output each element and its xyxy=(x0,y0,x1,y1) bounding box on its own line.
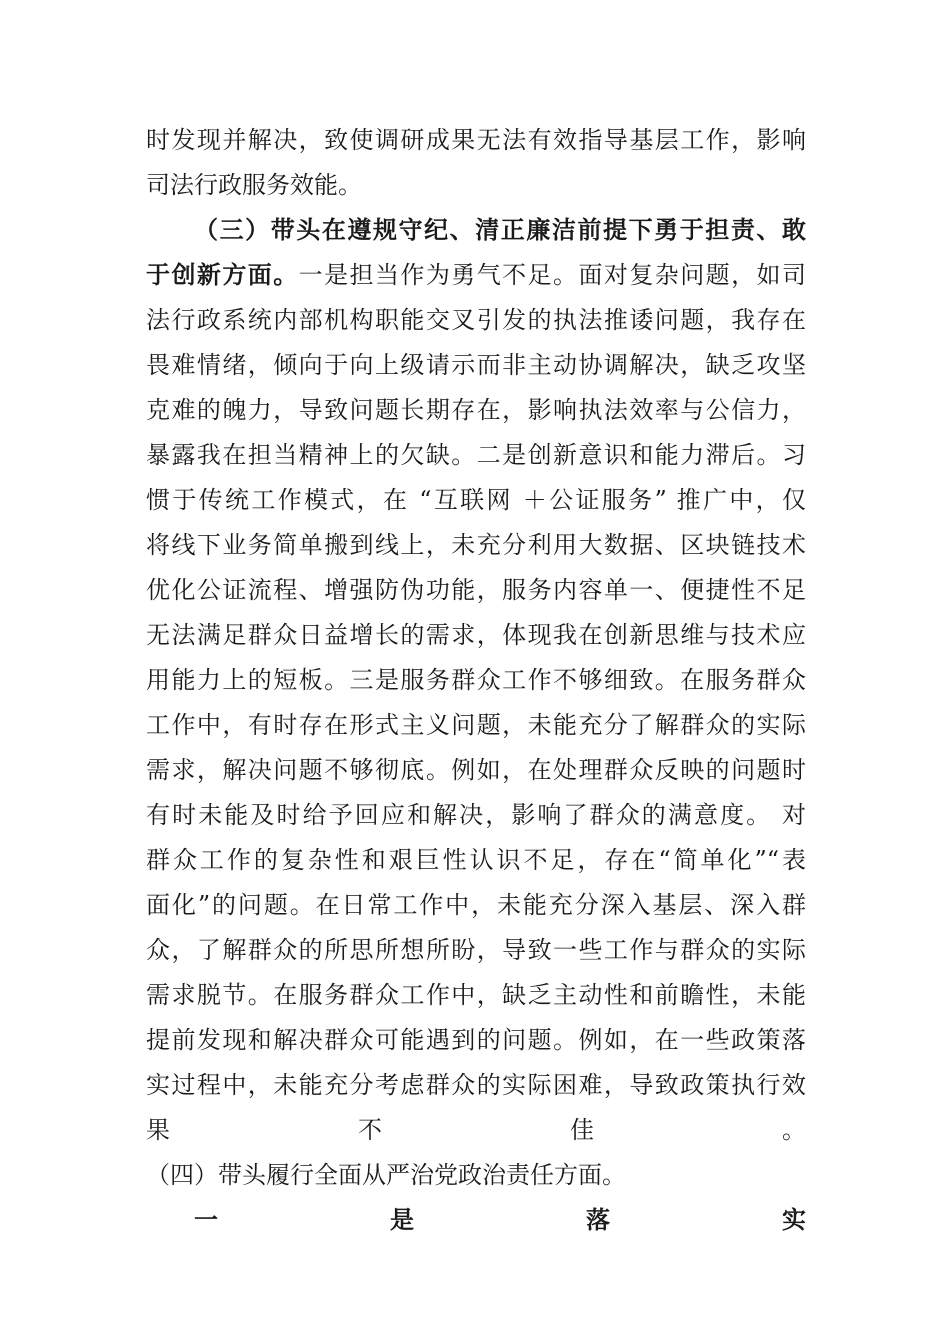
text-line: 众，了解群众的所思所想所盼，导致一些工作与群众的实际 xyxy=(146,936,806,964)
text-line: 工作中，有时存在形式主义问题，未能充分了解群众的实际 xyxy=(146,711,806,739)
text-line: 果不佳。 xyxy=(146,1116,806,1144)
text-line xyxy=(146,253,806,297)
text-line: 惯于传统工作模式，在 “互联网 ＋公证服务” 推广中，仅 xyxy=(146,486,806,514)
text-line: 暴露我在担当精神上的欠缺。二是创新意识和能力滞后。习 xyxy=(146,441,806,469)
text-line: 法行政系统内部机构职能交叉引发的执法推诿问题，我存在 xyxy=(146,306,806,334)
text-line: 有时未能及时给予回应和解决，影响了群众的满意度。 对 xyxy=(146,801,806,829)
section-heading: 于创新方面。 xyxy=(146,260,299,289)
text-line: 将线下业务简单搬到线上，未充分利用大数据、区块链技术 xyxy=(146,531,806,559)
text-line: 司法行政服务效能。 xyxy=(146,171,362,199)
text-line: 群众工作的复杂性和艰巨性认识不足，存在“简单化”“表 xyxy=(146,846,806,874)
section-heading: 一是落实 xyxy=(194,1205,806,1234)
text-line: 克难的魄力，导致问题长期存在，影响执法效率与公信力， xyxy=(146,396,806,424)
text-line: 需求，解决问题不够彻底。例如，在处理群众反映的问题时 xyxy=(146,756,806,784)
text-line xyxy=(194,1198,806,1242)
text-fragment: 一是担当作为勇气不足。面对复杂问题，如司 xyxy=(298,261,806,289)
text-line: 无法满足群众日益增长的需求，体现我在创新思维与技术应 xyxy=(146,621,806,649)
text-line: 需求脱节。在服务群众工作中，缺乏主动性和前瞻性，未能 xyxy=(146,981,806,1009)
text-line: 面化”的问题。在日常工作中，未能充分深入基层、深入群 xyxy=(146,891,806,919)
text-line: 畏难情绪，倾向于向上级请示而非主动协调解决，缺乏攻坚 xyxy=(146,351,806,379)
text-line: 优化公证流程、增强防伪功能，服务内容单一、便捷性不足 xyxy=(146,576,806,604)
text-line: 时发现并解决，致使调研成果无法有效指导基层工作，影响 xyxy=(146,126,806,154)
text-line: 提前发现和解决群众可能遇到的问题。例如，在一些政策落 xyxy=(146,1026,806,1054)
text-line: 用能力上的短板。三是服务群众工作不够细致。在服务群众 xyxy=(146,666,806,694)
text-line: 实过程中，未能充分考虑群众的实际困难，导致政策执行效 xyxy=(146,1071,806,1099)
text-line: （四）带头履行全面从严治党政治责任方面。 xyxy=(146,1161,626,1189)
section-heading: （三）带头在遵规守纪、清正廉洁前提下勇于担责、敢 xyxy=(194,215,806,244)
